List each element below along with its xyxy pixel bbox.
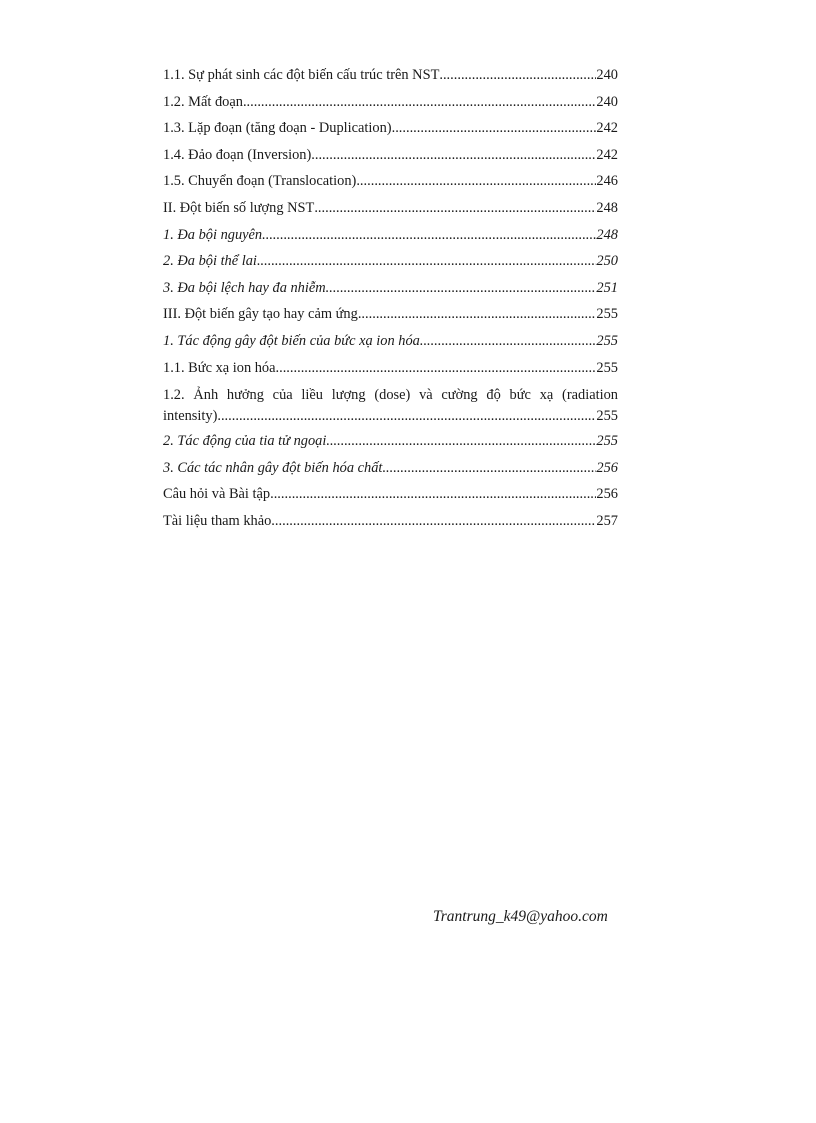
toc-entry[interactable]: [163, 508, 618, 535]
footer-email: Trantrung_k49@yahoo.com: [433, 908, 608, 925]
toc-entry[interactable]: [163, 195, 618, 222]
toc-leader-dots: [270, 481, 596, 508]
toc-entry-title: Câu hỏi và Bài tập: [163, 486, 271, 503]
toc-entry[interactable]: [163, 62, 618, 89]
toc-entry-page: 248: [596, 199, 618, 216]
toc-entry-page: 255: [596, 359, 618, 376]
toc-entry[interactable]: [163, 428, 618, 455]
toc-leader-dots: [326, 428, 596, 455]
toc-leader-dots: [382, 455, 596, 482]
toc-leader-dots: [276, 355, 597, 382]
toc-leader-dots: [314, 195, 596, 222]
toc-leader-dots: [420, 328, 597, 355]
toc-entry-title: 3. Các tác nhân gây đột biến hóa chất: [163, 459, 383, 476]
toc-entry[interactable]: [163, 142, 618, 169]
toc-entry[interactable]: [163, 301, 618, 328]
toc-entry[interactable]: [163, 355, 618, 382]
toc-items: [163, 62, 618, 381]
toc-entry[interactable]: [163, 168, 618, 195]
table-of-contents: [163, 62, 618, 535]
toc-entry-page: 240: [596, 93, 618, 110]
toc-leader-dots: [243, 89, 596, 116]
toc-entry-title: 1.4. Đảo đoạn (Inversion): [163, 146, 312, 163]
toc-entry-page: 250: [596, 253, 618, 270]
toc-leader-dots: [439, 62, 596, 89]
toc-entry-page: 246: [596, 173, 618, 190]
toc-entry[interactable]: [163, 89, 618, 116]
toc-leader-dots: [271, 508, 596, 535]
toc-entry-title: 1.2. Mất đoạn: [163, 93, 243, 110]
toc-entry[interactable]: [163, 115, 618, 142]
toc-entry-title-line2: intensity): [163, 407, 218, 424]
toc-entry-title: 1.1. Bức xạ ion hóa: [163, 359, 276, 376]
toc-entry-page: 242: [596, 146, 618, 163]
toc-entry-page: 240: [596, 67, 618, 83]
toc-leader-dots: [356, 168, 596, 195]
toc-entry-title: II. Đột biến số lượng NST: [163, 199, 315, 216]
toc-entry-title-line1: 1.2. Ảnh hưởng của liều lượng (dose) và cường độ bức xạ (radiation: [163, 387, 618, 404]
toc-entry-page: 256: [596, 459, 618, 476]
toc-entry[interactable]: [163, 222, 618, 249]
toc-entry-page: 255: [596, 332, 618, 349]
toc-entry-dose-intensity[interactable]: [163, 385, 618, 426]
toc-entry-page: 242: [596, 120, 618, 137]
toc-entry-title: III. Đột biến gây tạo hay cảm ứng: [163, 306, 358, 323]
toc-entry-title: 2. Đa bội thể lai: [163, 253, 257, 270]
toc-entry-line2: [163, 406, 618, 427]
toc-entry-title: 1.5. Chuyển đoạn (Translocation): [163, 173, 357, 190]
toc-entry-page: 255: [596, 433, 618, 450]
toc-items-after: [163, 428, 618, 534]
toc-entry-title: 2. Tác động của tia tử ngoại: [163, 433, 327, 450]
toc-entry[interactable]: [163, 248, 618, 275]
toc-entry-page: 255: [596, 407, 618, 424]
toc-leader-dots: [358, 301, 597, 328]
toc-entry-page: 248: [596, 226, 618, 243]
toc-entry[interactable]: [163, 275, 618, 302]
toc-leader-dots: [311, 142, 596, 169]
toc-leader-dots: [257, 248, 596, 275]
toc-leader-dots: [392, 115, 597, 142]
toc-entry-page: 251: [596, 279, 618, 296]
toc-entry-page: 256: [596, 486, 618, 503]
toc-entry-title: 1. Tác động gây đột biến của bức xạ ion hóa: [163, 332, 420, 349]
toc-leader-dots: [262, 222, 596, 249]
toc-leader-dots: [217, 406, 596, 427]
toc-entry-title: 3. Đa bội lệch hay đa nhiễm: [163, 279, 326, 296]
toc-entry-page: 255: [596, 306, 618, 323]
toc-entry[interactable]: [163, 481, 618, 508]
toc-entry[interactable]: [163, 328, 618, 355]
toc-entry-title: 1.3. Lặp đoạn (tăng đoạn - Duplication): [163, 120, 392, 137]
toc-entry-title: Tài liệu tham khảo: [163, 512, 272, 529]
toc-entry[interactable]: [163, 455, 618, 482]
toc-entry-title: 1.1. Sự phát sinh các đột biến cấu trúc trên NST: [163, 67, 440, 83]
toc-entry-title: 1. Đa bội nguyên: [163, 226, 263, 243]
toc-leader-dots: [326, 275, 597, 302]
toc-entry-page: 257: [596, 512, 618, 529]
